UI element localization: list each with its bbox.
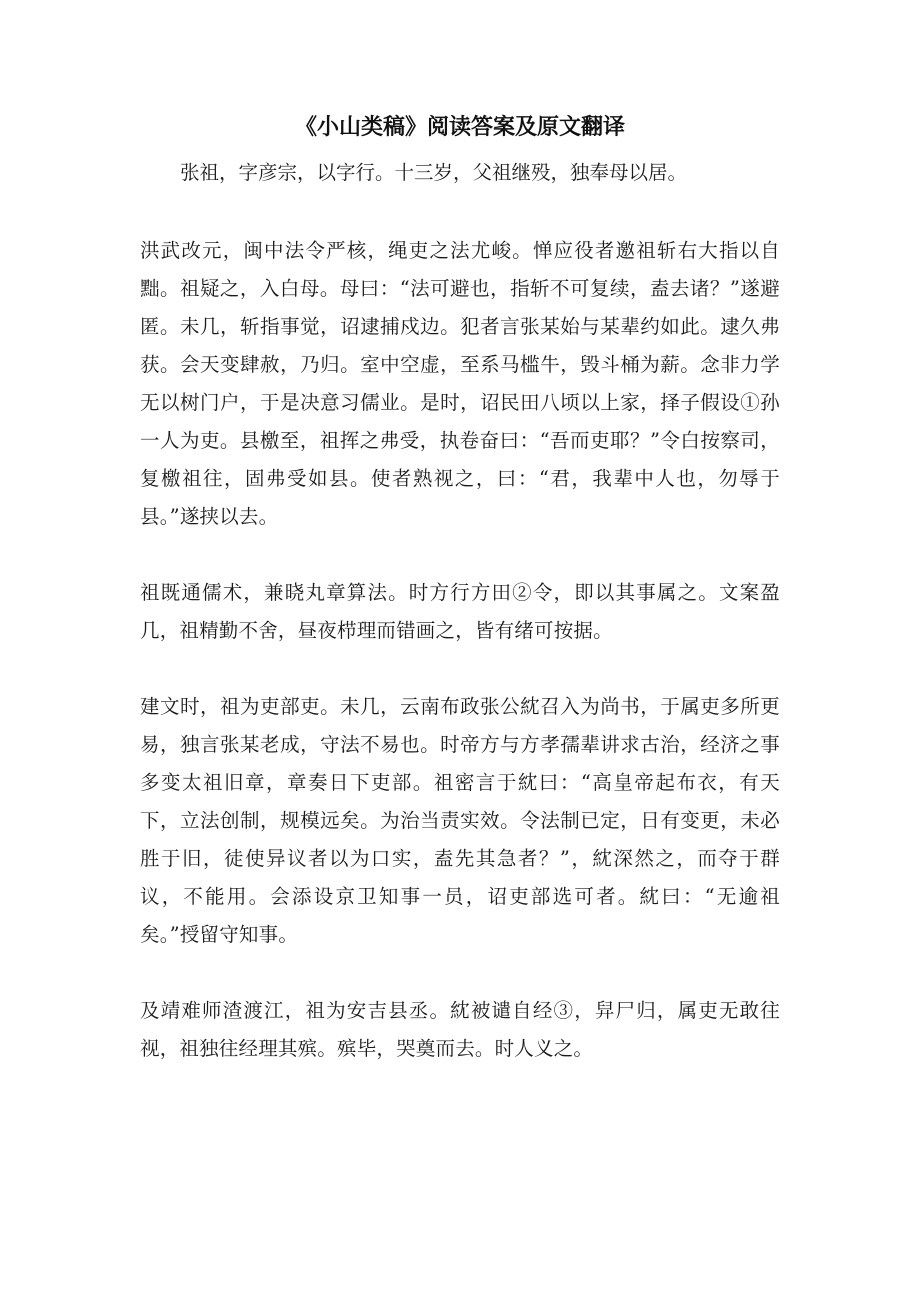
paragraph-4: 及靖难师渣渡江，祖为安吉县丞。紞被谴自经③，舁尸归，属吏无敢往视，祖独往经理其殡。殡毕，哭奠而去。时人义之。 bbox=[140, 999, 780, 1060]
paragraph-spacer bbox=[140, 650, 780, 688]
paragraph-3: 建文时，祖为吏部吏。未几，云南布政张公紞召入为尚书，于属吏多所更易，独言张某老成，守法不易也。时帝方与方孝孺辈讲求古治，经济之事多变太祖旧章，章奏日下吏部。祖密言于紞曰：“高皇帝起布衣，有天下，立法创制，规模远矣。为治当责实效。令法制已定，日有变更，未必胜于旧，徒使异议者以为口实，盍先其急者？”，紞深然之，而夺于群议，不能用。会添设京卫知事一员，诏吏部选可者。紞曰：“无逾祖矣。”授留守知事。 bbox=[140, 695, 780, 946]
paragraph-spacer bbox=[140, 954, 780, 992]
lead-paragraph: 张祖，字彦宗，以字行。十三岁，父祖继殁，独奉母以居。 bbox=[180, 161, 688, 184]
paragraph-spacer bbox=[140, 192, 780, 232]
paragraph-2: 祖既通儒术，兼晓丸章算法。时方行方田②令，即以其事属之。文案盈几，祖精勤不舍，昼夜栉理而错画之，皆有绪可按据。 bbox=[140, 581, 780, 642]
paragraph-1: 洪武改元，闽中法令严核，绳吏之法尤峻。惮应役者邀祖斩右大指以自黜。祖疑之，入白母。母曰：“法可避也，指斩不可复续，盍去诸？”遂避匿。未几，斩指事觉，诏逮捕戍边。犯者言张某始与某辈约如此。逮久弗获。会天变肆赦，乃归。室中空虚，至系马槛牛，毁斗桶为薪。念非力学无以树门户，于是决意习儒业。是时，诏民田八顷以上家，择子假设①孙一人为吏。县檄至，祖挥之弗受，执卷奋曰：“吾而吏耶？”令白按察司，复檄祖往，固弗受如县。使者熟视之，曰：“君，我辈中人也，勿辱于县。”遂挟以去。 bbox=[140, 239, 780, 528]
document-page bbox=[140, 110, 780, 1068]
document-title: 《小山类稿》阅读答案及原文翻译 bbox=[294, 115, 625, 140]
paragraph-spacer bbox=[140, 536, 780, 574]
